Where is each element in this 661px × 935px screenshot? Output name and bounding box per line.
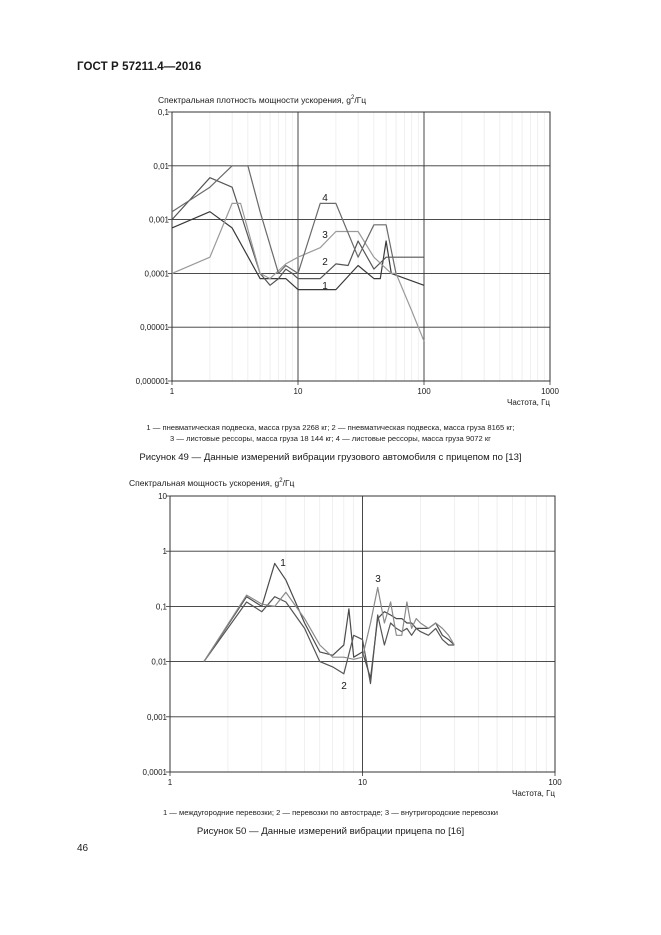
chart2-x-tick-label: 1 [167, 778, 173, 787]
chart1-y-tick-label: 0,00001 [140, 323, 169, 333]
chart1-y-tick-label: 0,001 [148, 215, 169, 225]
chart1-x-tick-label: 100 [417, 387, 431, 396]
chart2-y-tick-label: 10 [158, 492, 167, 501]
chart2-y-tick-label: 0,001 [146, 712, 167, 722]
chart1-y-tick-label: 0,1 [157, 108, 169, 117]
chart2-y-tick-label: 0,01 [151, 657, 167, 667]
chart1-ylabel-unit: /Гц [354, 95, 367, 105]
chart1-series-1-label: 1 [322, 281, 328, 292]
figure50-legend: 1 — междугородние перевозки; 2 — перевозки по автостраде; 3 — внутригородские перевозки [162, 808, 499, 817]
chart1-series-4-label: 4 [322, 193, 328, 204]
chart1-ylabel-sup: 2 [351, 95, 355, 102]
chart1-x-tick-label: 10 [293, 387, 303, 396]
chart2-series-3-line [204, 588, 454, 662]
chart1-series-2-label: 2 [322, 257, 328, 268]
chart1-x-tick-label: 1 [169, 387, 175, 396]
chart2-x-tick-label: 100 [548, 778, 562, 787]
chart2-ylabel-unit: /Гц [282, 478, 295, 488]
document-header: ГОСТ Р 57211.4—2016 [77, 61, 202, 73]
page-number: 46 [77, 843, 89, 854]
chart2-series-2-line [204, 597, 454, 684]
chart2-series-1-label: 1 [280, 558, 286, 569]
chart1-ylabel: Спектральная плотность мощности ускорения, g [158, 95, 351, 105]
chart2-x-tick-label: 10 [358, 778, 367, 787]
chart2-series-2-label: 2 [341, 681, 347, 692]
chart2-y-tick-label: 0,0001 [142, 768, 167, 777]
chart1-y-tick-label: 0,0001 [144, 269, 169, 279]
figure50-caption: Рисунок 50 — Данные измерений вибрации прицепа по [16] [196, 826, 465, 837]
chart2-ylabel-sup: 2 [279, 478, 283, 485]
chart2-series-1-line [204, 563, 454, 678]
chart1-y-tick-label: 0,01 [153, 161, 169, 171]
figure49-legend-line1: 1 — пневматическая подвеска, масса груза 2268 кг; 2 — пневматическая подвеска, масса груза 8165 кг; [146, 423, 515, 432]
chart1-x-tick-label: 1000 [541, 387, 559, 396]
figure49-legend-line2: 3 — листовые рессоры, масса груза 18 144 кг; 4 — листовые рессоры, масса груза 9072 кг [170, 434, 491, 443]
figure49-caption: Рисунок 49 — Данные измерений вибрации грузового автомобиля с прицепом по [13] [139, 452, 522, 463]
chart2-y-tick-label: 1 [162, 547, 167, 557]
chart1-x-axis-title: Частота, Гц [506, 398, 550, 407]
chart1-y-tick-label: 0,000001 [135, 377, 169, 386]
chart2-x-axis-title: Частота, Гц [511, 789, 555, 798]
chart2-ylabel: Спектральная мощность ускорения, g [129, 478, 280, 488]
chart1-series-3-label: 3 [322, 230, 328, 241]
chart2-series-3-label: 3 [375, 574, 381, 585]
chart2-y-tick-label: 0,1 [155, 602, 167, 612]
